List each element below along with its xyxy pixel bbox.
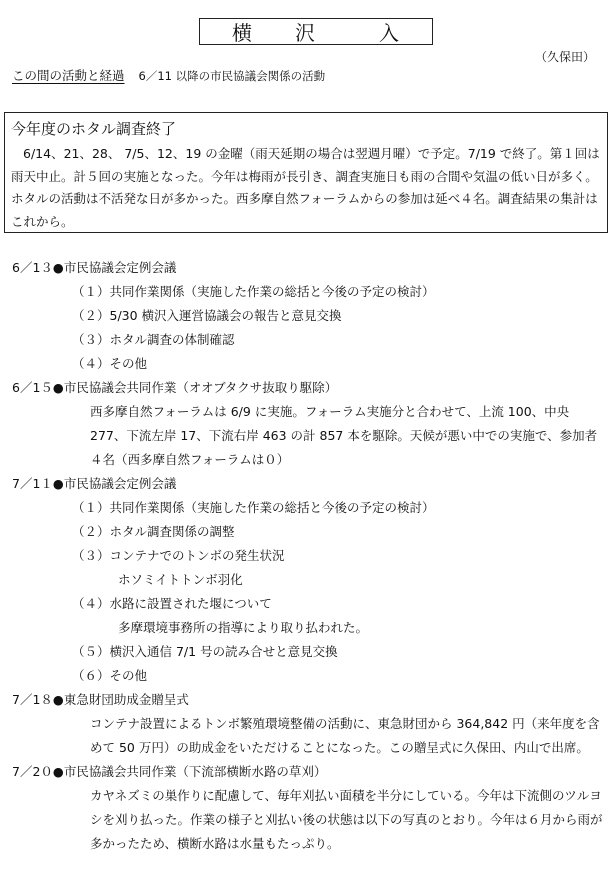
agenda-item: （２）ホタル調査関係の調整 bbox=[72, 524, 235, 539]
entry-date: 6／1３● bbox=[12, 260, 64, 275]
entry-title: 市民協議会共同作業（オオブタクサ抜取り駆除） bbox=[63, 380, 338, 395]
entry-date-row bbox=[0, 376, 613, 400]
highlight-box bbox=[4, 112, 608, 233]
entry-date: 7／1８● bbox=[12, 692, 64, 707]
agenda-item: （５）横沢入通信 7/1 号の読み合せと意見交換 bbox=[72, 644, 338, 659]
agenda-item: （４）水路に設置された堰について bbox=[72, 596, 272, 611]
highlight-body: 6/14、21、28、 7/5、12、19 の金曜（雨天延期の場合は翌週月曜）で予定。7/19 で終了。第１回は雨天中止。計５回の実施となった。今年は梅雨が長引き、調査実施日も雨の合間や気温の低い日が多く。ホタルの活動は不活発な日が多かった。西多摩自然フォーラムからの参加は延べ４名。調査結果の集計はこれから。 bbox=[11, 146, 600, 229]
title-box bbox=[199, 18, 433, 45]
agenda-item: （３）コンテナでのトンボの発生状況 bbox=[72, 548, 285, 563]
entry-date: 6／1５● bbox=[12, 380, 64, 395]
entry-date-row bbox=[0, 256, 613, 280]
agenda-subitem: ホソミイトトンボ羽化 bbox=[118, 572, 243, 587]
activity-list bbox=[0, 256, 613, 856]
agenda-item: （６）その他 bbox=[72, 668, 148, 683]
section-subtitle bbox=[12, 66, 325, 84]
agenda-item: （１）共同作業関係（実施した作業の総括と今後の予定の検討） bbox=[72, 284, 435, 299]
entry-date: 7／2０● bbox=[12, 764, 64, 779]
agenda-item: （３）ホタル調査の体制確認 bbox=[72, 332, 235, 347]
agenda-item: （２）5/30 横沢入運営協議会の報告と意見交換 bbox=[72, 308, 342, 323]
subtitle-heading: この間の活動と経過 bbox=[12, 68, 125, 83]
entry-title: 東急財団助成金贈呈式 bbox=[63, 692, 189, 707]
entry-date-row bbox=[0, 760, 613, 784]
author-name: （久保田） bbox=[534, 50, 595, 64]
entry-title: 市民協議会定例会議 bbox=[63, 476, 177, 491]
highlight-heading: 今年度のホタル調査終了 bbox=[11, 120, 177, 138]
entry-date-row bbox=[0, 688, 613, 712]
agenda-subitem: 多摩環境事務所の指導により取り払われた。 bbox=[118, 620, 369, 635]
agenda-item: （１）共同作業関係（実施した作業の総括と今後の予定の検討） bbox=[72, 500, 435, 515]
page-title: 横 沢 入 bbox=[232, 21, 400, 45]
subtitle-text: 6／11 以降の市民協議会関係の活動 bbox=[138, 69, 326, 83]
entry-title: 市民協議会共同作業（下流部横断水路の草刈） bbox=[63, 764, 327, 779]
entry-description: 西多摩自然フォーラムは 6/9 に実施。フォーラム実施分と合わせて、上流 100、中央 277、下流左岸 17、下流右岸 463 の計 857 本を駆除。天候が悪い中での実施で、参加者４名（西多摩自然フォーラムは０） bbox=[90, 404, 598, 467]
entry-description: カヤネズミの巣作りに配慮して、毎年刈払い面積を半分にしている。今年は下流側のツルヨシを刈り払った。作業の様子と刈払い後の状態は以下の写真のとおり。今年は６月から雨が多かったため、横断水路は水量もたっぷり。 bbox=[90, 788, 603, 851]
entry-date: 7／1１● bbox=[12, 476, 64, 491]
entry-date-row bbox=[0, 472, 613, 496]
entry-description: コンテナ設置によるトンボ繁殖環境整備の活動に、東急財団から 364,842 円（来年度を含めて 50 万円）の助成金をいただけることになった。この贈呈式に久保田、内山で出席。 bbox=[90, 716, 600, 755]
agenda-item: （４）その他 bbox=[72, 356, 148, 371]
entry-title: 市民協議会定例会議 bbox=[63, 260, 177, 275]
